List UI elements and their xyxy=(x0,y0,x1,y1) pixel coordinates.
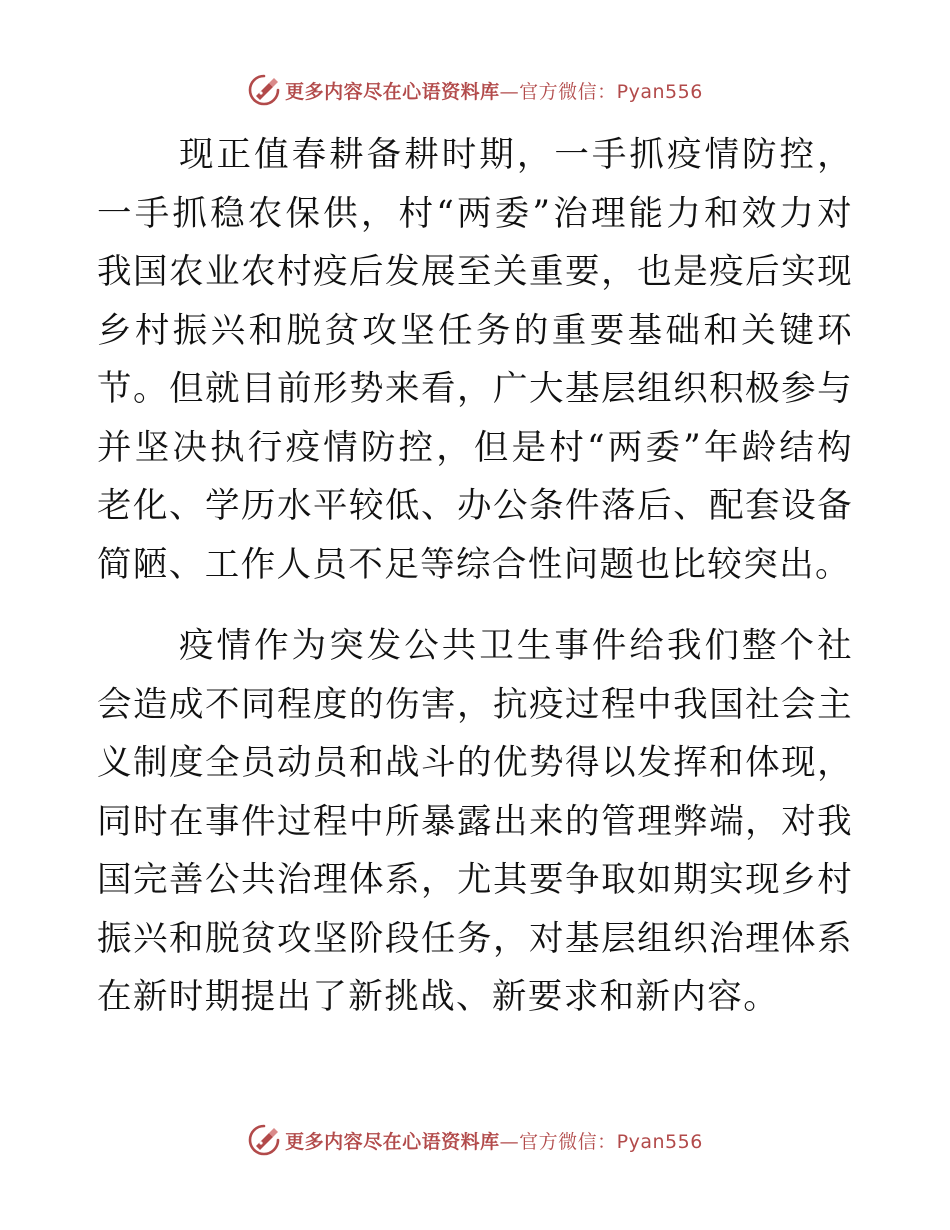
watermark-brand: 更多内容尽在心语资料库 xyxy=(285,80,500,103)
footer-watermark xyxy=(0,1122,950,1158)
paragraph: 现正值春耕备耕时期，一手抓疫情防控，一手抓稳农保供，村“两委”治理能力和效力对我国农业农村疫后发展至关重要，也是疫后实现乡村振兴和脱贫攻坚任务的重要基础和关键环节。但就目前形势来看，广大基层组织积极参与并坚决执行疫情防控，但是村“两委”年龄结构老化、学历水平较低、办公条件落后、配套设备简陋、工作人员不足等综合性问题也比较突出。 xyxy=(97,135,853,585)
watermark-separator: — xyxy=(499,80,520,103)
watermark-contact: 官方微信：Pyan556 xyxy=(519,80,703,103)
watermark-separator: — xyxy=(499,1130,520,1153)
paragraph: 疫情作为突发公共卫生事件给我们整个社会造成不同程度的伤害，抗疫过程中我国社会主义制度全员动员和战斗的优势得以发挥和体现，同时在事件过程中所暴露出来的管理弊端，对我国完善公共治理体系，尤其要争取如期实现乡村振兴和脱贫攻坚阶段任务，对基层组织治理体系在新时期提出了新挑战、新要求和新内容。 xyxy=(97,626,853,1017)
watermark-text xyxy=(285,77,703,104)
header-watermark xyxy=(0,72,950,108)
pen-nib-logo-icon xyxy=(247,1123,281,1157)
document-body xyxy=(97,126,853,1027)
watermark-contact: 官方微信：Pyan556 xyxy=(519,1130,703,1153)
watermark-text xyxy=(285,1127,703,1154)
pen-nib-logo-icon xyxy=(247,73,281,107)
watermark-brand: 更多内容尽在心语资料库 xyxy=(285,1130,500,1153)
